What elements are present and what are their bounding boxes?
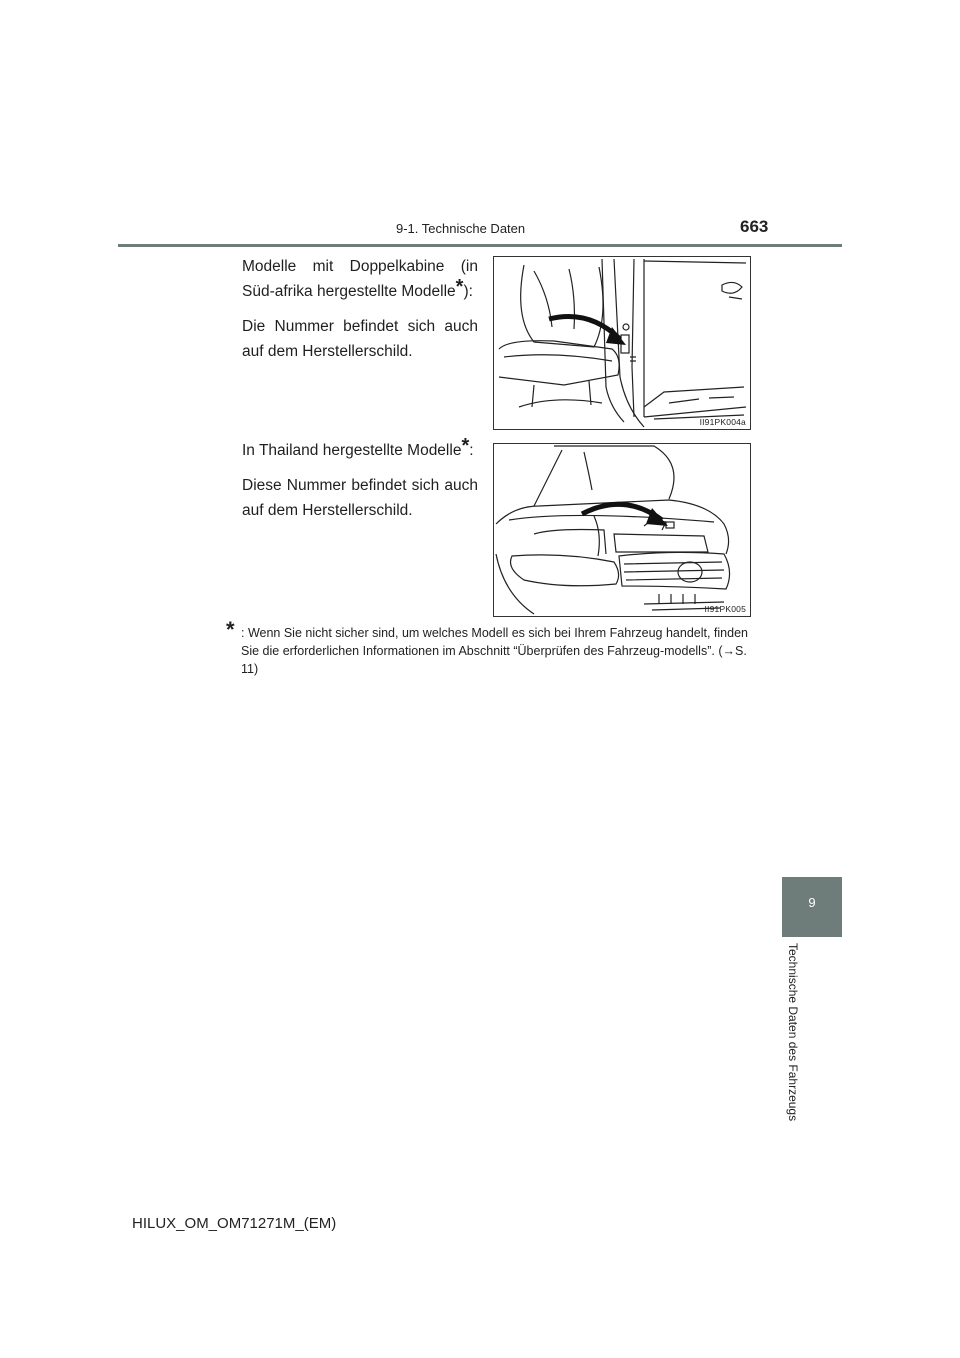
engine-bay-illustration [494, 444, 750, 616]
model-description: Die Nummer befindet sich auch auf dem Herstellerschild. [242, 318, 478, 360]
door-pillar-illustration [494, 257, 750, 429]
text-block-double-cab [242, 254, 478, 374]
figure-code: II91PK004a [699, 417, 746, 427]
header-divider [118, 244, 842, 247]
chapter-tab [782, 877, 842, 937]
model-heading: Modelle mit Doppelkabine (in Süd-afrika hergestellte Modelle*): [242, 258, 478, 300]
figure-engine-bay-plate [493, 443, 751, 617]
footnote-star: * [455, 276, 464, 298]
model-description: Diese Nummer befindet sich auch auf dem Herstellerschild. [242, 477, 478, 519]
chapter-label-text: Technische Daten des Fahrzeugs [786, 943, 800, 1122]
footnote-star: * [461, 435, 470, 457]
page-number: 663 [740, 217, 769, 236]
chapter-label [786, 943, 804, 1133]
section-title: 9-1. Technische Daten [396, 221, 526, 236]
footnote [226, 617, 756, 678]
model-heading: In Thailand hergestellte Modelle*: [242, 435, 474, 459]
text-block-thailand [242, 435, 478, 533]
footnote-text: : Wenn Sie nicht sicher sind, um welches Modell es sich bei Ihrem Fahrzeug handelt, finden Sie die erforderlichen Informationen im Abschnitt “Überprüfen des Fahrzeug-modells”. (→S. 11) [241, 626, 748, 676]
figure-code: II91PK005 [704, 604, 746, 614]
document-code: HILUX_OM_OM71271M_(EM) [132, 1215, 337, 1232]
figure-door-pillar-plate [493, 256, 751, 430]
chapter-number: 9 [808, 895, 816, 910]
footnote-star: * [226, 617, 235, 642]
